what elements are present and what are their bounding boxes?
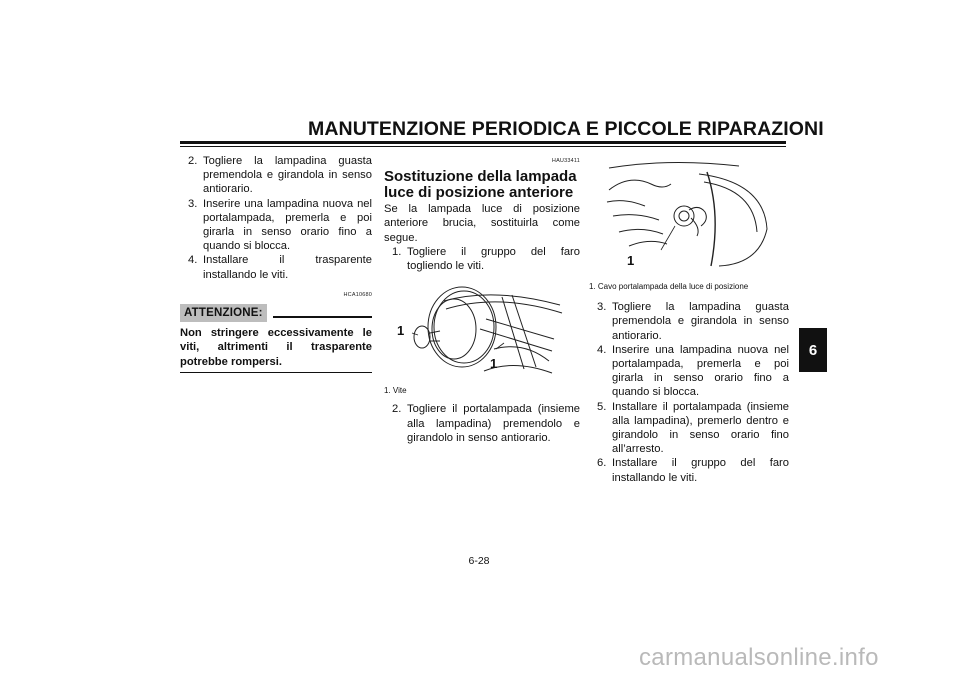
headlight-illustration bbox=[384, 279, 580, 379]
list-item bbox=[180, 197, 372, 254]
section-title: Sostituzione della lampada luce di posizione anteriore bbox=[384, 168, 577, 201]
step-number: 4. bbox=[188, 254, 198, 267]
step-text: Installare il gruppo del faro installando le viti. bbox=[612, 457, 789, 484]
caution-code: HCA10680 bbox=[343, 291, 372, 298]
header-rule-thin bbox=[180, 146, 786, 147]
bulb-holder-figure bbox=[589, 154, 789, 292]
step-number: 6. bbox=[597, 457, 607, 470]
step-text: Inserire una lampadina nuova nel portalampada, premerla e poi girarla in senso orario fino a quando si blocca. bbox=[203, 197, 372, 253]
list-item bbox=[589, 456, 789, 484]
figure-caption: 1. Vite bbox=[384, 386, 407, 396]
watermark[interactable]: carmanualsonline.info bbox=[639, 644, 879, 671]
step-text: Togliere la lampadina guasta premendola e girandola in senso antiorario. bbox=[612, 301, 789, 342]
steps-list-1 bbox=[180, 154, 372, 282]
headlight-figure bbox=[384, 279, 580, 396]
step-number: 2. bbox=[392, 403, 402, 416]
steps-list-2a bbox=[384, 245, 580, 273]
column-1 bbox=[180, 154, 372, 373]
step-text: Togliere il gruppo del faro togliendo le viti. bbox=[407, 245, 580, 273]
section-intro: Se la lampada luce di posizione anteriore brucia, sostituirla come segue. bbox=[384, 203, 580, 244]
list-item bbox=[589, 343, 789, 400]
step-text: Togliere la lampadina guasta premendola e girandola in senso antiorario. bbox=[203, 155, 372, 196]
step-number: 4. bbox=[597, 343, 607, 356]
figure-callout: 1 bbox=[490, 356, 498, 372]
chapter-tab[interactable]: 6 bbox=[799, 328, 827, 372]
step-number: 3. bbox=[597, 301, 607, 314]
steps-list-2b bbox=[384, 402, 580, 445]
step-number: 3. bbox=[188, 197, 198, 210]
section-code: HAU33411 bbox=[551, 158, 580, 164]
step-text: Togliere il portalampada (insieme alla lampadina) premendolo e girandolo in senso antiorario. bbox=[407, 403, 580, 444]
list-item bbox=[384, 402, 580, 445]
caution-rule bbox=[273, 316, 372, 318]
step-number: 1. bbox=[392, 245, 402, 258]
caution-bottom-rule bbox=[180, 372, 372, 374]
page-number: 6-28 bbox=[468, 555, 490, 567]
caution-header bbox=[180, 304, 372, 322]
list-item bbox=[180, 253, 372, 281]
step-text: Inserire una lampadina nuova nel portalampada, premerla e poi girarla in senso orario fino a quando si blocca. bbox=[612, 343, 789, 399]
column-2 bbox=[384, 154, 580, 445]
list-item bbox=[589, 300, 789, 343]
caution-label: ATTENZIONE: bbox=[180, 304, 267, 322]
figure-callout: 1 bbox=[627, 253, 635, 268]
step-text: Installare il trasparente installando le viti. bbox=[203, 254, 372, 281]
list-item bbox=[589, 400, 789, 457]
figure-caption: 1. Cavo portalampada della luce di posizione bbox=[589, 282, 749, 292]
list-item bbox=[384, 245, 580, 273]
header-rule bbox=[180, 141, 786, 144]
steps-list-3 bbox=[589, 300, 789, 485]
page-title: MANUTENZIONE PERIODICA E PICCOLE RIPARAZIONI bbox=[308, 118, 824, 140]
bulb-holder-illustration bbox=[589, 154, 789, 272]
step-text: Installare il portalampada (insieme alla lampadina), premerlo dentro e girandolo in senso orario fino all’arresto. bbox=[612, 400, 789, 456]
list-item bbox=[180, 154, 372, 197]
step-number: 5. bbox=[597, 400, 607, 413]
caution-text: Non stringere eccessivamente le viti, altrimenti il trasparente potrebbe rompersi. bbox=[180, 327, 372, 368]
figure-callout: 1 bbox=[397, 323, 405, 339]
column-3 bbox=[589, 154, 789, 485]
step-number: 2. bbox=[188, 155, 198, 167]
